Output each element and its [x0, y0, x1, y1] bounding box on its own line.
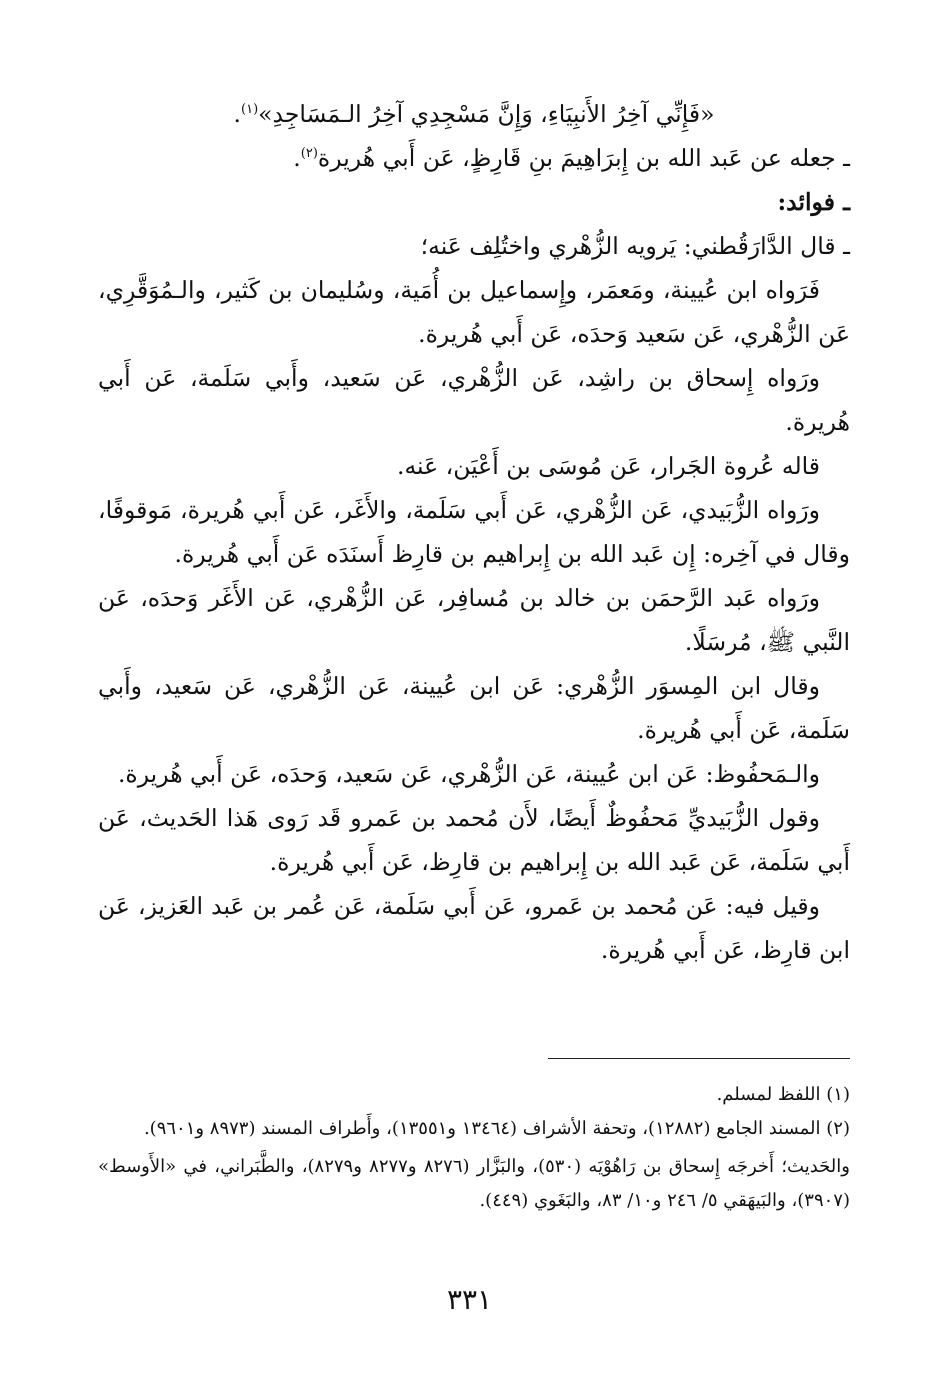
- page-number: ٣٣١: [446, 1283, 493, 1316]
- footnote-ref-2[interactable]: (٢): [300, 146, 318, 162]
- paragraph: ورَواه الزُّبَيدي، عَن الزُّهْري، عَن أَبي سَلَمة، والأَغَر، عَن أَبي هُريرة، مَوقوفًا، وقال في آخِره: إِن عَبد الله بن إِبراهيم بن قارِظ أَسنَدَه عَن أَبي هُريرة.: [98, 496, 850, 568]
- hadith-quote: «فَإِنِّي آخِرُ الأَنبِيَاءِ، وَإِنَّ مَسْجِدِي آخِرُ الـمَسَاجِدِ»$^{(١)}$.: [233, 100, 715, 128]
- footnote-ref-1[interactable]: (١): [241, 102, 259, 118]
- main-text: [98, 92, 850, 972]
- footnote-2-continuation: والحَديث؛ أَخرجَه إِسحاق بن رَاهُوْيَه (٥٣٠)، والبَزَّار (٨٢٧٦ و٨٢٧٧ و٨٢٧٩)، والطَّبَراني، في «الأَوسط» (٣٩٠٧)، والبَيهَقي ٥/ ٢٤٦ و١٠/ ٨٣، والبَغَوي (٤٤٩).: [98, 1156, 850, 1211]
- paragraph: ورَواه إِسحاق بن راشِد، عَن الزُّهْري، عَن سَعيد، وأَبي سَلَمة، عَن أَبي هُريرة.: [98, 364, 850, 436]
- section-heading: ـ فوائد:: [777, 188, 850, 216]
- paragraph: وقال ابن المِسوَر الزُّهْري: عَن ابن عُيينة، عَن الزُّهْري، عَن سَعيد، وأَبي سَلَمة، عَن أَبي هُريرة.: [98, 672, 850, 744]
- attribution-line: ـ جعله عن عَبد الله بن إِبرَاهِيمَ بنِ قَارِظٍ، عَن أَبي هُريرة$^{(٢)}$.: [293, 144, 850, 172]
- paragraph: وقول الزُّبَيديِّ مَحفُوظٌ أَيضًا، لأَن مُحمد بن عَمرو قَد رَوى هَذا الحَديث، عَن أَبي سَلَمة، عَن عَبد الله بن إِبراهيم بن قارِظ، عَن أَبي هُريرة.: [98, 804, 850, 876]
- paragraph: فَرَواه ابن عُيينة، ومَعمَر، وإِسماعيل بن أُمَية، وسُليمان بن كَثير، والـمُوَقَّرِي، عَن الزُّهْري، عَن سَعيد وَحدَه، عَن أَبي هُريرة.: [98, 276, 850, 348]
- footnote-2: (٢) المسند الجامع (١٢٨٨٢)، وتحفة الأشراف (١٣٤٦٤ و١٣٥٥١)، وأَطراف المسند (٨٩٧٣ و٩٦٠١).: [143, 1118, 850, 1139]
- paragraph: والـمَحفُوظ: عَن ابن عُيينة، عَن الزُّهْري، عَن سَعيد، وَحدَه، عَن أَبي هُريرة.: [117, 760, 820, 788]
- footnotes: [98, 1078, 850, 1218]
- paragraph: قاله عُروة الجَرار، عَن مُوسَى بن أَعْيَن، عَنه.: [396, 452, 820, 480]
- paragraph: ـ قال الدَّارَقُطني: يَرويه الزُّهْري واختُلِف عَنه؛: [420, 232, 850, 260]
- paragraph: وقيل فيه: عَن مُحمد بن عَمرو، عَن أَبي سَلَمة، عَن عُمر بن عَبد العَزيز، عَن ابن قارِظ، عَن أَبي هُريرة.: [98, 892, 850, 964]
- paragraph: ورَواه عَبد الرَّحمَن بن خالد بن مُسافِر، عَن الزُّهْري، عَن الأَغَر وَحدَه، عَن النَّبي ﷺ، مُرسَلًا.: [98, 584, 850, 656]
- footnote-1: (١) اللفظ لمسلم.: [716, 1084, 850, 1105]
- page-body: [98, 92, 850, 1211]
- footnote-separator: [548, 1058, 850, 1059]
